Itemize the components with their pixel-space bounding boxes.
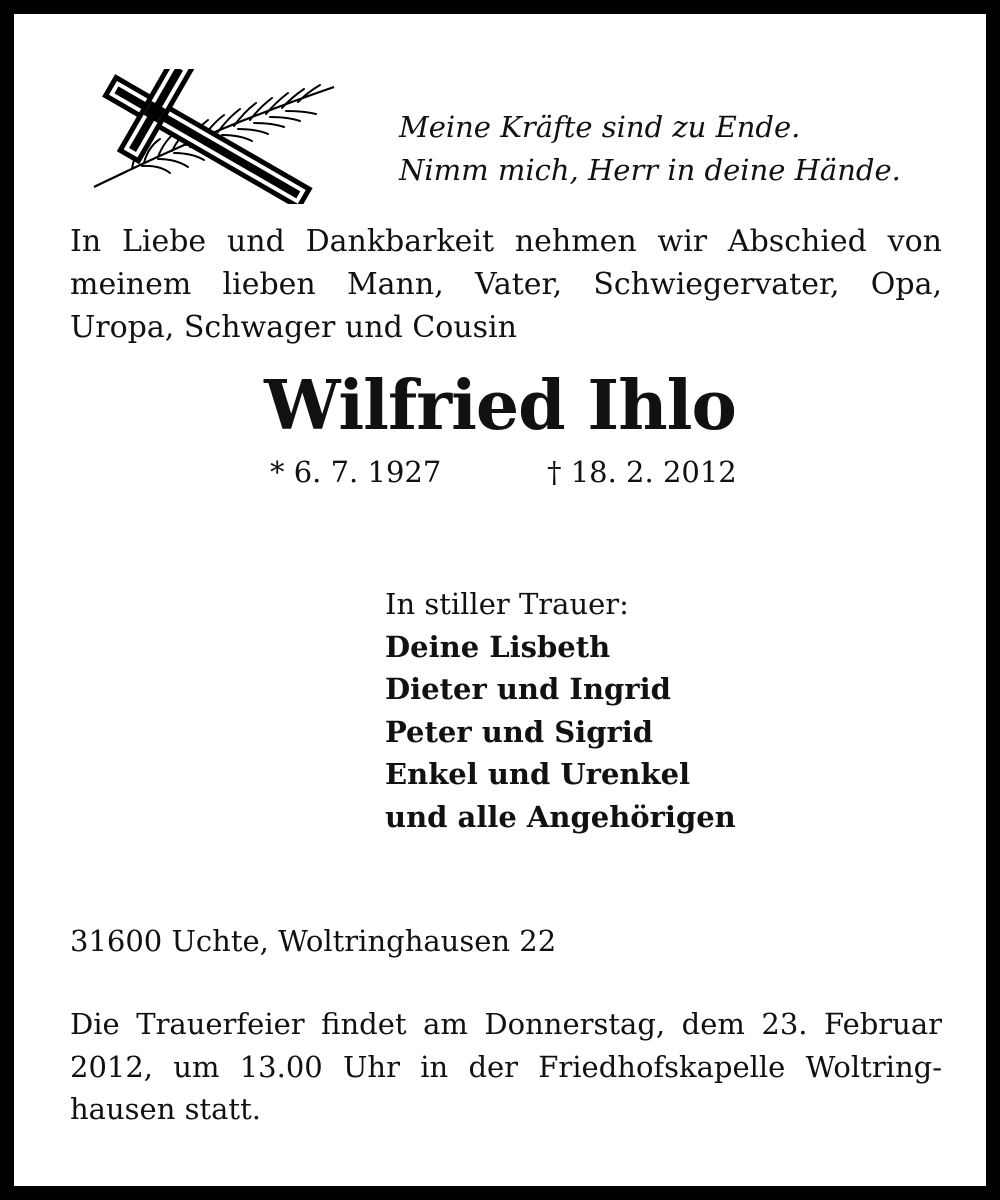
service-line: Die Trauerfeier findet am Donnerstag, dem 23. Februar <box>70 1007 942 1041</box>
deceased-name: Wilfried Ihlo <box>264 366 736 446</box>
motto-line: Nimm mich, Herr in deine Hände. <box>399 153 901 187</box>
birth-date: * 6. 7. 1927 <box>270 455 442 489</box>
funeral-service-info <box>70 1003 942 1131</box>
service-line: hausen statt. <box>70 1092 261 1126</box>
mourner-name: Enkel und Urenkel <box>385 757 691 791</box>
service-line: 2012, um 13.00 Uhr in der Friedhofskapelle Woltring- <box>70 1049 942 1084</box>
mourner-name: Dieter und Ingrid <box>385 672 671 706</box>
motto-verse <box>399 106 901 192</box>
mourners-list <box>385 583 736 838</box>
intro-line: In Liebe und Dankbarkeit nehmen wir Abschied von <box>70 224 942 259</box>
motto-line: Meine Kräfte sind zu Ende. <box>399 110 801 144</box>
intro-line: Uropa, Schwager und Cousin <box>70 310 517 345</box>
intro-text <box>70 220 942 349</box>
intro-line: meinem lieben Mann, Vater, Schwiegervater, Opa, <box>70 267 942 302</box>
death-date: † 18. 2. 2012 <box>547 455 737 489</box>
mourner-name: Deine Lisbeth <box>385 629 611 664</box>
cross-with-palm-branch-icon <box>72 69 342 204</box>
mourner-name: und alle Angehörigen <box>385 799 736 834</box>
mourner-name: Peter und Sigrid <box>385 714 654 749</box>
mourners-heading: In stiller Trauer: <box>385 587 629 621</box>
address: 31600 Uchte, Woltringhausen 22 <box>70 924 557 958</box>
